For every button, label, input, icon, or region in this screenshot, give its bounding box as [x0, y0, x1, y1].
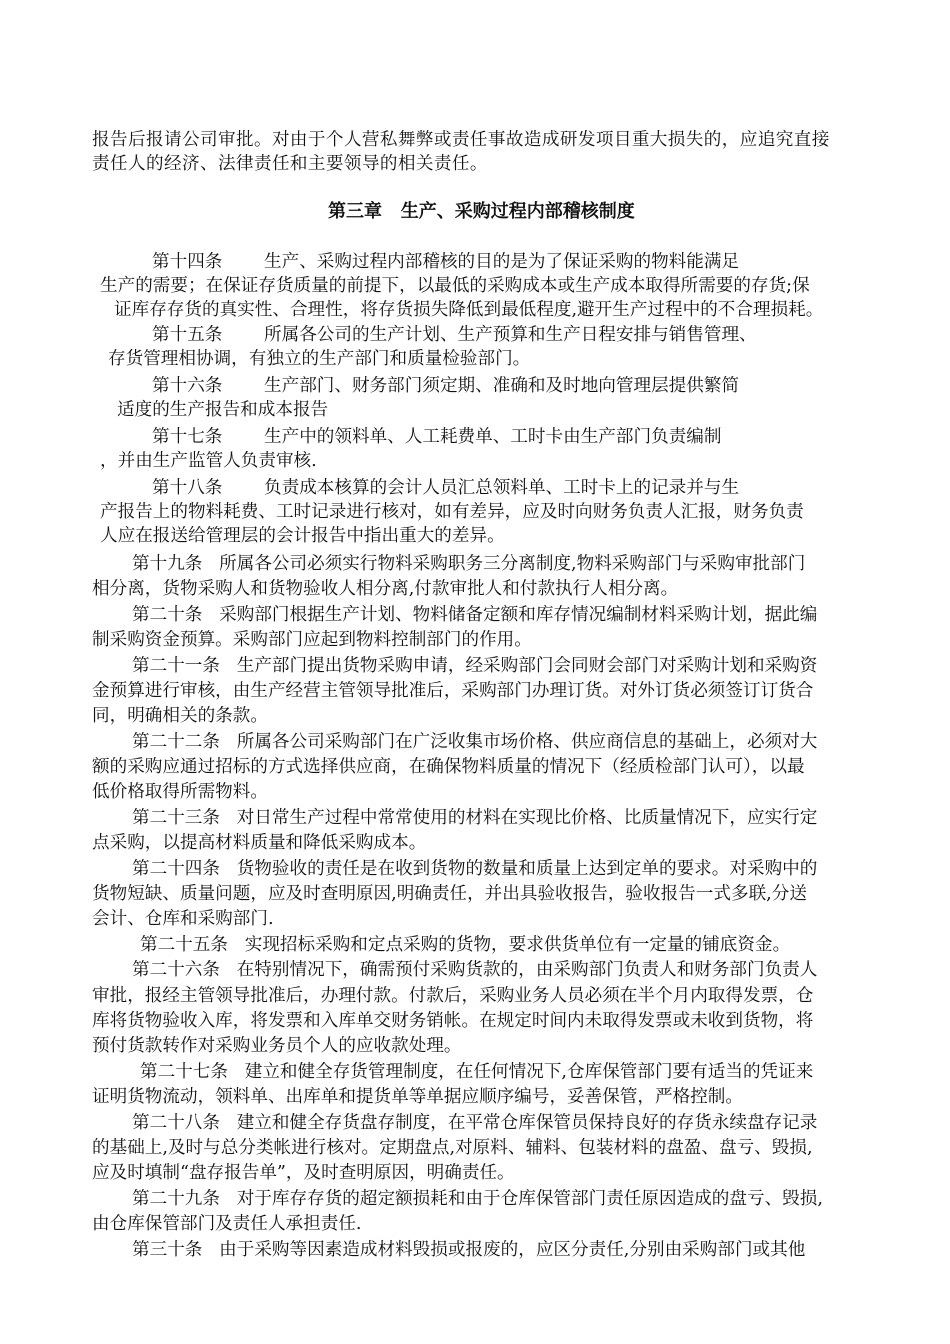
- article-18-line-1: 负责成本核算的会计人员汇总领料单、工时卡上的记录并与生: [264, 478, 740, 498]
- body-line: 第十九条 所属各公司必须实行物料采购职务三分离制度,物料采购部门与采购审批部门: [132, 554, 806, 574]
- body-line: 第二十条 采购部门根据生产计划、物料储备定额和库存情况编制材料采购计划，据此编: [132, 605, 818, 625]
- body-line: 低价格取得所需物料。: [92, 782, 268, 802]
- article-18-line-2: 产报告上的物料耗费、工时记录进行核对，如有差异，应及时向财务负责人汇报，财务负责: [100, 502, 804, 522]
- article-14-line-1: 生产、采购过程内部稽核的目的是为了保证采购的物料能满足: [264, 252, 740, 272]
- article-15-line-1: 所属各公司的生产计划、生产预算和生产日程安排与销售管理、: [264, 325, 757, 345]
- body-line: 第二十一条 生产部门提出货物采购申请，经采购部门会同财会部门对采购计划和采购资: [132, 656, 818, 676]
- body-line: 同，明确相关的条款。: [92, 706, 268, 726]
- article-14-number: 第十四条: [152, 252, 223, 272]
- body-line: 相分离，货物采购人和货物验收人相分离,付款审批人和付款执行人相分离。: [92, 579, 679, 599]
- body-line: 由仓库保管部门及责任人承担责任.: [92, 1214, 362, 1234]
- article-16-line-1: 生产部门、财务部门须定期、准确和及时地向管理层提供繁简: [264, 376, 740, 396]
- body-line: 金预算进行审核，由生产经营主管领导批准后，采购部门办理订货。对外订货必须签订订货合: [92, 681, 814, 701]
- body-line: 会计、仓库和采购部门.: [92, 909, 274, 929]
- body-line: 第二十二条 所属各公司采购部门在广泛收集市场价格、供应商信息的基础上，必须对大: [132, 732, 818, 752]
- body-line: 的基础上,及时与总分类帐进行核对。定期盘点,对原料、辅料、包装材料的盘盈、盘亏、毁损,: [92, 1138, 813, 1158]
- body-line: 证明货物流动，领料单、出库单和提货单等单据应顺序编号，妥善保管，严格控制。: [92, 1087, 743, 1107]
- article-17-line-2: ，并由生产监管人负责审核.: [100, 451, 317, 471]
- chapter-title: 第三章 生产、采购过程内部稽核制度: [328, 201, 635, 222]
- body-line: 第二十五条 实现招标采购和定点采购的货物，要求供货单位有一定量的铺底资金。: [140, 935, 791, 955]
- body-line: 第二十三条 对日常生产过程中常常使用的材料在实现比价格、比质量情况下，应实行定: [132, 808, 818, 828]
- body-line: 第二十九条 对于库存存货的超定额损耗和由于仓库保管部门责任原因造成的盘亏、毁损,: [132, 1189, 823, 1209]
- article-14-line-3: 证库存存货的真实性、合理性，将存货损失降低到最低程度,避开生产过程中的不合理损耗。: [114, 300, 824, 320]
- article-14-line-2: 生产的需要；在保证存货质量的前提下，以最低的采购成本或生产成本取得所需要的存货;保: [100, 276, 810, 296]
- body-line: 第二十八条 建立和健全存货盘存制度，在平常仓库保管员保持良好的存货永续盘存记录: [132, 1113, 818, 1133]
- article-18-line-3: 人应在报送给管理层的会计报告中指出重大的差异。: [100, 526, 505, 546]
- body-line: 制采购资金预算。采购部门应起到物料控制部门的作用。: [92, 630, 532, 650]
- body-line: 应及时填制“盘存报告单”，及时查明原因，明确责任。: [92, 1163, 515, 1183]
- article-18-number: 第十八条: [152, 478, 223, 498]
- body-line: 第二十四条 货物验收的责任是在收到货物的数量和质量上达到定单的要求。对采购中的: [132, 859, 818, 879]
- body-line: 货物短缺、质量问题，应及时查明原因,明确责任，并出具验收报告，验收报告一式多联,分送: [92, 884, 807, 904]
- body-line: 第二十六条 在特别情况下，确需预付采购货款的，由采购部门负责人和财务部门负责人: [132, 960, 818, 980]
- body-line: 第三十条 由于采购等因素造成材料毁损或报废的，应区分责任,分别由采购部门或其他: [132, 1240, 806, 1260]
- body-line: 点采购，以提高材料质量和降低采购成本。: [92, 833, 427, 853]
- body-line: 审批，报经主管领导批准后，办理付款。付款后，采购业务人员必须在半个月内取得发票，仓: [92, 986, 814, 1006]
- article-15-line-2: 存货管理相协调，有独立的生产部门和质量检验部门。: [108, 349, 531, 369]
- article-16-line-2: 适度的生产报告和成本报告: [117, 400, 329, 420]
- article-16-number: 第十六条: [152, 376, 223, 396]
- intro-line-1: 报告后报请公司审批。对由于个人营私舞弊或责任事故造成研发项目重大损失的，应追究直接: [92, 130, 830, 150]
- article-15-number: 第十五条: [152, 325, 223, 345]
- article-17-number: 第十七条: [152, 427, 223, 447]
- body-line: 额的采购应通过招标的方式选择供应商，在确保物料质量的情况下（经质检部门认可），以最: [92, 757, 805, 777]
- article-17-line-1: 生产中的领料单、人工耗费单、工时卡由生产部门负责编制: [264, 427, 722, 447]
- body-line: 第二十七条 建立和健全存货管理制度，在任何情况下,仓库保管部门要有适当的凭证来: [140, 1062, 814, 1082]
- body-line: 预付货款转作对采购业务员个人的应收款处理。: [92, 1036, 462, 1056]
- body-line: 库将货物验收入库，将发票和入库单交财务销帐。在规定时间内未取得发票或未收到货物，将: [92, 1011, 814, 1031]
- intro-line-2: 责任人的经济、法律责任和主要领导的相关责任。: [92, 154, 488, 174]
